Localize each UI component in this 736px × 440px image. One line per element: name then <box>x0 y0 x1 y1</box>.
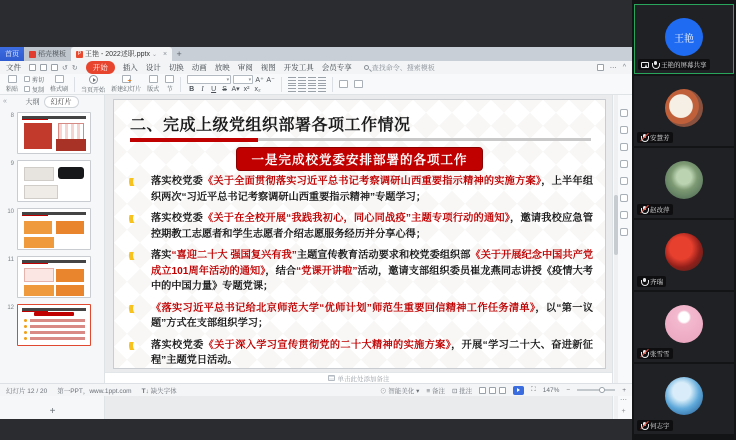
bullet-text <box>151 174 593 205</box>
cut-icon <box>24 76 30 82</box>
justify-icon[interactable] <box>318 85 326 92</box>
thumb-decoration <box>24 123 52 149</box>
bullet-segment: 落实校党委 <box>151 213 203 224</box>
participant-name: 齐瑞 <box>650 279 663 286</box>
crescent-bullet-icon <box>128 252 144 260</box>
superscript-button[interactable]: x² <box>243 85 250 93</box>
slide-bullet <box>128 338 593 369</box>
comments-toggle[interactable]: ⊡ 批注 <box>451 387 473 395</box>
zoom-level: 147% <box>542 386 560 394</box>
slide-number: 11 <box>7 257 14 263</box>
slideshow-play-button[interactable] <box>513 386 524 395</box>
participant-tile[interactable] <box>634 76 734 146</box>
animation-panel-icon[interactable] <box>620 143 628 151</box>
participant-name: 张雪雪 <box>650 351 670 358</box>
notes-toggle[interactable]: ≡ 备注 <box>426 387 445 395</box>
thumb-decoration <box>24 325 27 328</box>
bullet-segment: “党课开讲啦” <box>296 265 358 277</box>
thumb-decoration <box>24 185 58 199</box>
bullet-segment: ，结合 <box>265 265 297 277</box>
participant-label <box>637 204 673 215</box>
search-icon <box>364 65 369 70</box>
notes-icon <box>328 375 335 381</box>
thumb-decoration <box>30 331 85 334</box>
increase-font-icon[interactable]: A⁺ <box>255 76 264 84</box>
copy-icon <box>24 86 30 92</box>
indent-decrease-icon[interactable] <box>308 77 316 84</box>
participant-tile[interactable] <box>634 148 734 218</box>
decrease-font-icon[interactable]: A⁻ <box>266 76 275 84</box>
slide-number: 8 <box>10 113 14 119</box>
vertical-scrollbar[interactable] <box>614 95 618 419</box>
bullet-segment: ，以“第一议题”方式在支部组织学习； <box>151 302 594 329</box>
command-search[interactable] <box>364 63 435 73</box>
fit-slide-icon[interactable]: ⛶ <box>531 386 536 393</box>
participant-label <box>637 132 673 143</box>
participant-name: 赵改萍 <box>650 207 670 214</box>
menu-home[interactable]: 开始 <box>86 61 115 74</box>
thumb-decoration <box>30 337 85 340</box>
bullet-segment: 《关于在全校开展“我践我初心，同心同战疫”主题专项行动的通知》 <box>203 213 511 224</box>
bullet-text <box>151 301 593 332</box>
crescent-bullet-icon <box>128 178 144 186</box>
participant-tile-sharing[interactable] <box>634 4 734 74</box>
crescent-bullet-icon <box>128 342 144 350</box>
thumb-decoration <box>30 325 85 328</box>
thumb-decoration <box>24 337 27 340</box>
mic-muted-icon <box>640 421 648 430</box>
thumbnail-row <box>0 301 104 349</box>
avatar <box>665 89 703 127</box>
panel-toggle-icon[interactable] <box>597 64 604 71</box>
thumb-decoration <box>24 319 27 322</box>
bullet-text <box>151 338 593 369</box>
right-tool-strip <box>612 95 632 419</box>
docer-tab-label: 稻壳模板 <box>38 51 66 58</box>
menu-transitions[interactable]: 切换 <box>168 63 184 72</box>
collapse-panel-icon[interactable]: « <box>3 98 7 105</box>
bullet-segment: 活动，邀请支部组织委员崔龙燕同志讲授《疫情大考中的中国力量》专题党课； <box>151 265 593 292</box>
font-group <box>187 75 275 93</box>
notes-placeholder: 单击此处添加备注 <box>337 375 390 383</box>
more-icon[interactable]: ⋯ <box>609 64 617 72</box>
thumb-decoration <box>34 312 74 316</box>
zoom-slider[interactable] <box>577 389 615 391</box>
thumb-decoration <box>24 331 27 334</box>
reading-view-icon[interactable] <box>499 387 506 394</box>
view-mode-buttons <box>479 387 506 394</box>
play-label: 当页开始 <box>81 87 106 94</box>
wps-status-bar <box>0 383 632 396</box>
help-panel-icon[interactable] <box>620 228 628 236</box>
layout-icon <box>149 75 158 83</box>
section-icon <box>165 75 174 83</box>
more-panels-icon[interactable]: ⋯ <box>620 397 627 404</box>
comments-label: 批注 <box>459 387 473 395</box>
selection-panel-icon[interactable] <box>620 211 628 219</box>
slide-bullet <box>128 301 593 332</box>
tab-slides[interactable]: 幻灯片 <box>44 96 79 108</box>
avatar: 王艳 <box>665 18 703 56</box>
wps-tab-bar <box>0 47 632 61</box>
menu-insert[interactable]: 插入 <box>122 63 138 72</box>
avatar <box>665 233 703 271</box>
bullet-segment: “喜迎二十大 强国复兴有我” <box>171 250 297 261</box>
bullet-segment: 《关于深入学习宣传贯彻党的二十大精神的实施方案》 <box>203 339 452 351</box>
thumb-decoration <box>22 260 86 263</box>
strikethrough-button[interactable]: S <box>222 85 227 93</box>
slide-number: 9 <box>10 161 14 167</box>
thumb-decoration <box>58 167 84 179</box>
slide-bullet <box>128 211 593 242</box>
align-left-icon[interactable] <box>288 85 296 92</box>
slide-title: 二、完成上级党组织部署各项工作情况 <box>130 117 411 134</box>
ppt-file-icon: P <box>77 50 82 57</box>
italic-button[interactable]: I <box>201 85 204 93</box>
mic-icon <box>640 277 648 286</box>
screen-share-icon <box>641 62 649 68</box>
file-menu[interactable]: 文件 <box>6 63 21 72</box>
menu-view[interactable]: 视图 <box>260 63 276 72</box>
copy-button[interactable] <box>24 85 44 94</box>
slide-bullet <box>128 174 593 205</box>
format-painter-icon <box>55 75 64 83</box>
layout-button[interactable] <box>147 75 159 93</box>
participant-label <box>637 420 673 431</box>
add-slide-button[interactable]: + <box>49 406 56 417</box>
align-right-icon[interactable] <box>308 85 316 92</box>
menu-right-icons <box>597 64 626 72</box>
save-icon[interactable] <box>29 64 36 71</box>
current-slide[interactable] <box>113 99 606 369</box>
slide-number: 10 <box>7 209 14 215</box>
subscript-button[interactable]: x₂ <box>254 85 261 93</box>
title-underline <box>130 138 591 141</box>
thumb-decoration <box>56 221 84 234</box>
bullet-text <box>151 248 593 295</box>
play-from-current-button[interactable] <box>81 75 105 94</box>
bullet-segment: 落实校党委 <box>151 339 204 351</box>
thumbnail-row <box>0 253 104 301</box>
format-painter-button[interactable] <box>50 75 68 93</box>
banner-text: 一是完成校党委安排部署的各项工作 <box>236 147 482 171</box>
crescent-bullet-icon <box>128 305 144 313</box>
bullet-list-icon[interactable] <box>288 77 296 84</box>
status-right-group <box>380 386 626 395</box>
divider <box>74 77 75 92</box>
beautify-label: 智能美化 <box>388 387 415 395</box>
font-family-select[interactable]: ▾ <box>187 75 231 84</box>
bullet-segment: ，邀请我校应急管控期教工志愿者和学生志愿者介绍志愿服务经历并分享心得； <box>151 213 594 240</box>
bullet-segment: 主题宣传教育活动要求和校党委组织部 <box>296 250 471 261</box>
section-button[interactable] <box>165 75 174 93</box>
panel-tabs <box>0 95 104 109</box>
thumb-decoration <box>56 269 84 282</box>
notes-bar[interactable] <box>105 372 612 383</box>
thumb-decoration <box>56 285 84 296</box>
menu-slideshow[interactable]: 放映 <box>214 63 230 72</box>
transition-panel-icon[interactable] <box>620 160 628 168</box>
bullet-segment: ，上半年组织两次“习近平总书记考察调研山西重要指示精神”专题学习； <box>151 176 594 203</box>
participant-name: 王艳的屏幕共享 <box>661 62 707 69</box>
thumb-decoration <box>22 116 86 119</box>
menu-devtools[interactable]: 开发工具 <box>283 63 314 72</box>
participant-tile[interactable] <box>634 220 734 290</box>
strip-bottom-icons <box>620 396 627 415</box>
properties-icon[interactable] <box>620 109 628 117</box>
slide-thumbnail-10[interactable] <box>17 208 91 250</box>
align-center-icon[interactable] <box>298 85 306 92</box>
participant-label <box>637 276 666 287</box>
numbered-list-icon[interactable] <box>298 77 306 84</box>
mic-muted-icon <box>640 205 648 214</box>
zoom-slider-knob[interactable] <box>599 387 605 393</box>
participant-label <box>637 348 673 359</box>
docer-icon <box>29 51 36 58</box>
slide-thumbnail-8[interactable] <box>17 112 91 154</box>
add-panel-icon[interactable]: + <box>621 408 626 415</box>
side-panel-icons <box>620 109 628 236</box>
paragraph-group <box>288 77 326 92</box>
tab-document[interactable] <box>71 47 172 61</box>
slide-banner <box>114 147 605 171</box>
text-box-icon <box>339 80 348 88</box>
collapse-ribbon-icon[interactable]: ^ <box>622 64 626 71</box>
format-painter-label: 格式刷 <box>50 87 69 93</box>
new-slide-button[interactable] <box>111 75 141 93</box>
participant-label <box>638 59 710 70</box>
avatar <box>665 305 703 343</box>
thumb-decoration <box>24 221 52 234</box>
cut-label: 剪切 <box>32 77 45 84</box>
template-source: 第一PPT，www.1ppt.com <box>57 387 132 395</box>
slide-thumbnail-11[interactable] <box>17 256 91 298</box>
sorter-view-icon[interactable] <box>489 387 496 394</box>
new-tab-button[interactable]: + <box>176 49 182 59</box>
slide-counter: 幻灯片 12 / 20 <box>6 387 48 395</box>
tab-outline[interactable]: 大纲 <box>25 99 40 106</box>
bullet-segment: 《关于开展纪念中国共产党成立101周年活动的通知》 <box>151 250 594 277</box>
wps-office-window <box>0 47 632 417</box>
slide-thumbnail-9[interactable] <box>17 160 91 202</box>
copy-label: 复制 <box>32 87 45 94</box>
normal-view-icon[interactable] <box>479 387 486 394</box>
crescent-bullet-icon <box>128 215 144 223</box>
design-panel-icon[interactable] <box>620 126 628 134</box>
bullet-segment: 《落实习近平总书记给北京师范大学“优师计划”师范生重要回信精神工作任务清单》 <box>151 302 536 314</box>
document-tab-label: 王艳 - 2022述职.pptx <box>85 51 150 58</box>
bullet-segment: ，开展“学习二十大、奋进新征程”主题党日活动。 <box>151 339 593 366</box>
thumbnail-row <box>0 157 104 205</box>
slide-thumbnail-12-current[interactable] <box>17 304 91 346</box>
bullet-segment: 《关于全面贯彻落实习近平总书记考察调研山西重要指示精神的实施方案》 <box>203 176 542 187</box>
shapes-button[interactable] <box>354 80 363 88</box>
slide-canvas-area <box>105 95 612 419</box>
text-box-button[interactable] <box>339 80 348 88</box>
underline-button[interactable]: U <box>211 85 217 93</box>
thumb-decoration <box>24 167 54 181</box>
participant-tile[interactable] <box>634 364 734 434</box>
thumb-decoration <box>24 285 54 296</box>
thumb-decoration <box>56 139 86 151</box>
participant-name: 安慧芳 <box>650 135 670 142</box>
slide-number: 12 <box>7 305 14 311</box>
section-label: 节 <box>166 87 173 93</box>
slide-bullet <box>128 248 593 295</box>
new-slide-icon <box>122 75 131 83</box>
notes-label: 备注 <box>431 387 445 395</box>
indent-increase-icon[interactable] <box>318 77 326 84</box>
new-slide-label: 新建幻灯片 <box>111 87 142 93</box>
participant-name: 何志宇 <box>650 423 670 430</box>
font-size-select[interactable]: ▾ <box>233 75 253 84</box>
divider <box>332 77 333 92</box>
play-circle-icon <box>89 75 98 84</box>
thumb-decoration <box>22 212 86 215</box>
divider <box>281 77 282 92</box>
paste-label: 粘贴 <box>6 87 19 93</box>
participant-tile[interactable] <box>634 292 734 362</box>
missing-font-label: 缺失字体 <box>150 387 177 395</box>
mic-muted-icon <box>640 133 648 142</box>
paste-icon <box>8 75 17 83</box>
paste-button[interactable] <box>6 75 18 93</box>
preview-icon[interactable] <box>51 64 58 71</box>
search-placeholder: 查找命令、搜索模板 <box>371 64 435 72</box>
layout-label: 版式 <box>147 87 160 93</box>
bullet-segment: 落实 <box>151 250 172 261</box>
mic-muted-icon <box>640 349 648 358</box>
wps-home-button[interactable]: 首页 <box>0 47 24 61</box>
undo-icon[interactable]: ↺ <box>62 64 68 72</box>
scrollbar-thumb[interactable] <box>614 195 618 255</box>
print-icon[interactable] <box>40 64 47 71</box>
slide-thumbnail-panel <box>0 95 105 419</box>
thumb-decoration <box>22 308 86 311</box>
close-tab-icon[interactable]: × <box>163 50 168 58</box>
bullet-list <box>128 174 593 369</box>
media-panel-icon[interactable] <box>620 177 628 185</box>
divider <box>180 77 181 92</box>
wps-ribbon <box>0 74 632 95</box>
comment-panel-icon[interactable] <box>620 194 628 202</box>
mic-icon <box>651 60 659 69</box>
avatar <box>665 377 703 415</box>
font-color-button[interactable]: A▾ <box>231 86 240 93</box>
thumb-decoration <box>24 268 54 282</box>
clipboard-group <box>24 75 44 94</box>
zoom-in-icon[interactable]: + <box>622 386 626 394</box>
bullet-text <box>151 211 593 242</box>
menu-animation[interactable]: 动画 <box>191 63 207 72</box>
wps-menu-bar <box>0 61 632 74</box>
bold-button[interactable]: B <box>189 85 195 93</box>
tab-menu-icon[interactable]: ⌄ <box>151 51 157 58</box>
tab-docer-templates[interactable] <box>24 47 71 61</box>
zoom-out-icon[interactable]: − <box>566 386 571 394</box>
cut-button[interactable] <box>24 75 44 84</box>
redo-icon[interactable]: ↻ <box>71 64 78 72</box>
quick-access-toolbar <box>29 64 78 72</box>
menu-review[interactable]: 审阅 <box>237 63 253 72</box>
thumb-decoration <box>30 319 85 322</box>
thumb-decoration <box>24 237 54 248</box>
shapes-icon <box>354 80 363 88</box>
bullet-segment: 落实校党委 <box>151 176 204 187</box>
avatar <box>665 161 703 199</box>
thumbnail-row <box>0 205 104 253</box>
missing-font-status[interactable]: T↓ 缺失字体 <box>141 387 177 395</box>
thumbnail-row <box>0 109 104 157</box>
smart-beautify-button[interactable]: ⊙ 智能美化 ▾ <box>379 387 420 395</box>
menu-member[interactable]: 会员专享 <box>321 63 352 72</box>
participants-sidebar <box>632 0 736 440</box>
menu-design[interactable]: 设计 <box>145 63 161 72</box>
